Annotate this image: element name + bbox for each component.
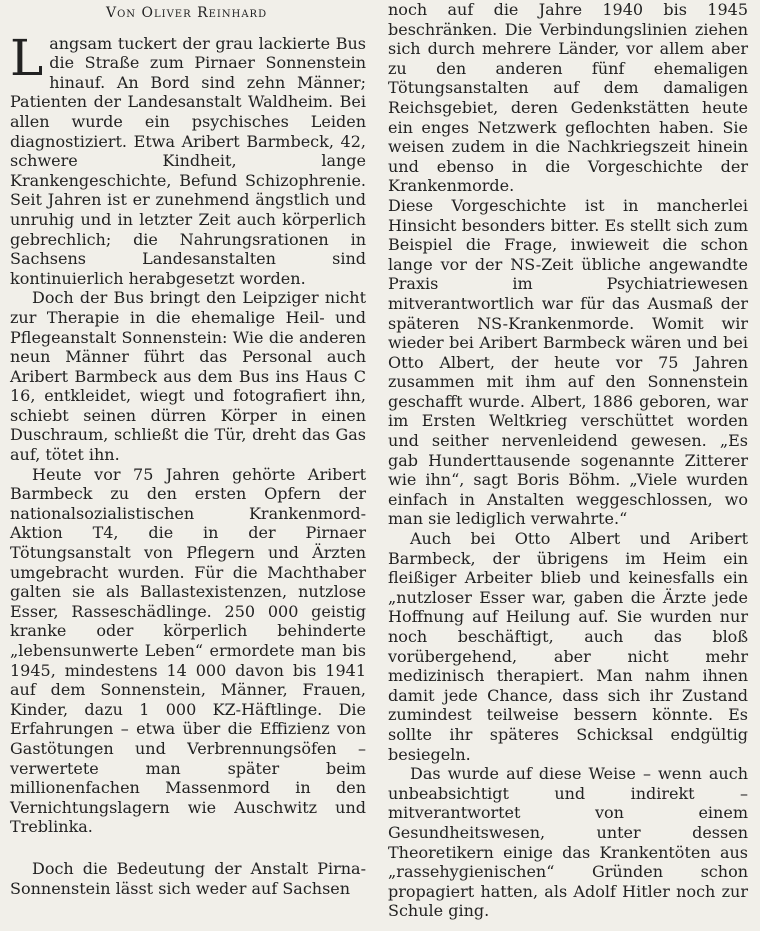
paragraph-2: Doch der Bus bringt den Leipziger nicht zur Therapie in die ehemalige Heil- und Pflegeanstalt Sonnenstein: Wie die anderen neun Männer führt das Personal auch Aribert Barmbeck aus dem Bus ins Haus C 16, entkleidet, wiegt und fotografiert ihn, schiebt seinen dürren Körper in einen Duschraum, schließt die Tür, dreht das Gas auf, tötet ihn. bbox=[10, 288, 366, 465]
drop-cap: L bbox=[10, 28, 44, 87]
right-column bbox=[388, 0, 748, 921]
paragraph-8: Das wurde auf diese Weise – wenn auch unbeabsichtigt und indirekt – mitverantwortet von einem Gesundheitswesen, unter dessen Theoretikern einige das Krankentöten aus „rassehygienischen“ Gründen schon propagiert hatten, als Adolf Hitler noch zur Schule ging. bbox=[388, 764, 748, 921]
paragraph-6: Diese Vorgeschichte ist in mancherlei Hinsicht besonders bitter. Es stellt sich zum Beispiel die Frage, inwieweit die schon lange vor der NS-Zeit übliche angewandte Praxis im Psychiatriewesen mitverantwortlich war für das Ausmaß der späteren NS-Krankenmorde. Womit wir wieder bei Aribert Barmbeck wären und bei Otto Albert, der heute vor 75 Jahren zusammen mit ihm auf den Sonnenstein geschafft wurde. Albert, 1886 geboren, war im Ersten Weltkrieg verschüttet worden und seither nervenleidend gewesen. „Es gab Hunderttausende sogenannte Zitterer wie ihn“, sagt Boris Böhm. „Viele wurden einfach in Anstalten weggeschlossen, wo man sie lediglich verwahrte.“ bbox=[388, 195, 748, 529]
paragraph-3: Heute vor 75 Jahren gehörte Aribert Barmbeck zu den ersten Opfern der nationalsozialistischen Krankenmord-Aktion T4, die in der Pirnaer Tötungsanstalt von Pflegern und Ärzten umgebracht wurden. Für die Machthaber galten sie als Ballastexistenzen, nutzlose Esser, Rasseschädlinge. 250 000 geistig kranke oder körperlich behinderte „lebensunwerte Leben“ ermordete man bis 1945, mindestens 14 000 davon bis 1941 auf dem Sonnenstein, Männer, Frauen, Kinder, dazu 1 000 KZ-Häftlinge. Die Erfahrungen – etwa über die Effizienz von Gastötungen und Verbrennungsöfen – verwertete man später beim millionenfachen Massenmord in den Vernichtungslagern wie Auschwitz und Treblinka. bbox=[10, 464, 366, 837]
paragraph-spacer bbox=[10, 837, 366, 859]
paragraph-4: Doch die Bedeutung der Anstalt Pirna-Sonnenstein lässt sich weder auf Sachsen bbox=[10, 858, 366, 898]
byline: Von Oliver Reinhard bbox=[106, 5, 268, 21]
paragraph-5: noch auf die Jahre 1940 bis 1945 beschränken. Die Verbindungslinien ziehen sich durch mehrere Länder, vor allem aber zu den anderen fünf ehemaligen Tötungsanstalten auf dem damaligen Reichsgebiet, deren Gedenkstätten heute ein enges Netzwerk geflochten haben. Sie weisen zudem in die Nachkriegszeit hinein und ebenso in die Vorgeschichte der Krankenmorde. bbox=[388, 0, 748, 196]
paragraph-1 bbox=[10, 28, 366, 289]
paragraph-7: Auch bei Otto Albert und Aribert Barmbeck, der übrigens im Heim ein fleißiger Arbeiter blieb und keinesfalls ein „nutzloser Esser war, gaben die Ärzte jede Hoffnung auf Heilung auf. Sie wurden nur noch beschäftigt, auch das bloß vorübergehend, aber nicht mehr medizinisch therapiert. Man nahm ihnen damit jede Chance, dass sich ihr Zustand zumindest teilweise bessern könnte. Es sollte ihr späteres Schicksal endgültig besiegeln. bbox=[388, 529, 748, 764]
left-column bbox=[10, 0, 366, 898]
paragraph-1-text: angsam tuckert der grau lackierte Bus die Straße zum Pirnaer Sonnenstein hinauf. An Bord sind zehn Männer; Patienten der Landesanstalt Waldheim. Bei allen wurde ein psychisches Leiden diagnostiziert. Etwa Aribert Barmbeck, 42, schwere Kindheit, lange Krankengeschichte, Befund Schizophrenie. Seit Jahren ist er zunehmend ängstlich und unruhig und in letzter Zeit auch körperlich gebrechlich; die Nahrungsrationen in Sachsens Landesanstalten sind kontinuierlich herabgesetzt worden. bbox=[10, 33, 366, 288]
